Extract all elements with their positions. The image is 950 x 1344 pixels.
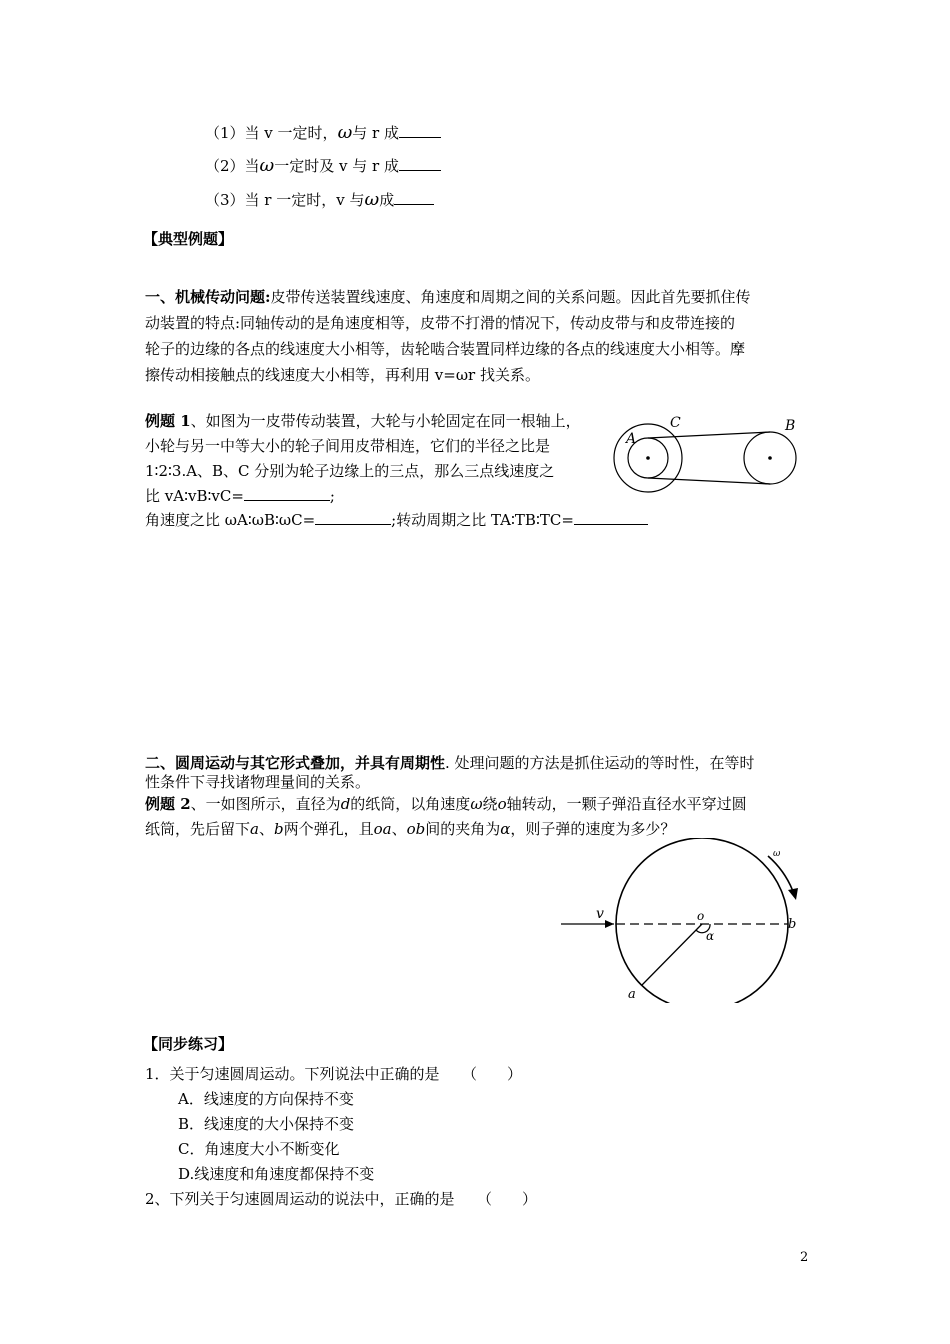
example2-label: 例题 2 <box>145 795 191 813</box>
example2-line-2: 纸筒，先后留下a、b两个弹孔，且oa、ob间的夹角为α，则子弹的速度为多少？ <box>145 820 676 838</box>
practice-option-d[interactable]: D.线速度和角速度都保持不变 <box>178 1165 375 1183</box>
alpha-symbol: α <box>500 820 511 838</box>
part2-line-2: 性条件下寻找诸物理量间的关系。 <box>145 773 371 791</box>
label-C: C <box>670 415 681 431</box>
belt-drive-figure <box>610 410 810 500</box>
label-a: a <box>628 987 636 1002</box>
answer-blank-angular[interactable] <box>315 509 391 525</box>
part1-line-4: 擦传动相接触点的线速度大小相等，再利用 v=ωr 找关系。 <box>145 366 540 384</box>
example1-line-1: 例题 1、如图为一皮带传动装置，大轮与小轮固定在同一根轴上， <box>145 412 581 430</box>
fill-question-3: （3）当 r 一定时，v 与ω成 <box>205 189 434 211</box>
part1-line-3: 轮子的边缘的各点的线速度大小相等，齿轮啮合装置同样边缘的各点的线速度大小相等。摩 <box>145 340 746 358</box>
center-dot-b <box>768 456 772 460</box>
section-heading-examples: 【典型例题】 <box>143 230 234 248</box>
center-dot-a <box>646 456 650 460</box>
arrow-head-icon <box>605 920 614 928</box>
fill-question-1: （1）当 v 一定时，ω与 r 成 <box>205 122 441 144</box>
example1-text <box>145 409 615 509</box>
part2-title: 二、圆周运动与其它形式叠加，并具有周期性 <box>145 754 446 772</box>
label-alpha: α <box>706 929 715 943</box>
part2-paragraph <box>145 754 807 792</box>
practice-question-2: 2、下列关于匀速圆周运动的说法中，正确的是 （ ） <box>145 1190 538 1208</box>
answer-blank-velocity[interactable] <box>244 485 330 501</box>
belt-top <box>648 432 770 438</box>
example1-line-5: 角速度之比 ωA∶ωB∶ωC= ;转动周期之比 TA∶TB∶TC= <box>145 509 648 531</box>
label-B: B <box>785 418 796 434</box>
section-heading-practice: 【同步练习】 <box>143 1035 234 1053</box>
example1-label: 例题 1 <box>145 412 191 430</box>
fill-question-2: （2）当ω一定时及 v 与 r 成 <box>205 155 441 177</box>
practice-option-c[interactable]: C．角速度大小不断变化 <box>178 1140 340 1158</box>
omega-symbol: ω <box>337 122 353 143</box>
answer-blank-period[interactable] <box>574 509 648 525</box>
rotation-arrow-icon <box>788 888 798 900</box>
practice-question-1: 1．关于匀速圆周运动。下列说法中正确的是 （ ） <box>145 1065 523 1083</box>
example1-line-3: 1∶2∶3.A、B、C 分别为轮子边缘上的三点，那么三点线速度之 <box>145 462 555 480</box>
part1-paragraph <box>145 284 807 388</box>
page-number: 2 <box>800 1250 809 1265</box>
example1-line-2: 小轮与另一中等大小的轮子间用皮带相连，它们的半径之比是 <box>145 437 551 455</box>
radius-oa <box>642 924 702 985</box>
example1-line-4: 比 vA∶vB∶vC= ; <box>145 487 335 505</box>
practice-option-b[interactable]: B．线速度的大小保持不变 <box>178 1115 355 1133</box>
omega-symbol: ω <box>364 189 380 210</box>
label-omega: ω <box>773 849 781 859</box>
example2-text <box>145 792 807 842</box>
omega-symbol: ω <box>470 795 483 813</box>
label-v: v <box>596 906 604 922</box>
answer-blank[interactable] <box>399 155 441 171</box>
part1-line-1: 一、机械传动问题:皮带传送装置线速度、角速度和周期之间的关系问题。因此首先要抓住传 <box>145 288 751 306</box>
practice-option-a[interactable]: A．线速度的方向保持不变 <box>178 1090 354 1108</box>
label-A: A <box>626 431 637 447</box>
paper-cylinder-figure <box>558 838 808 1003</box>
answer-blank[interactable] <box>399 122 441 138</box>
omega-symbol: ω <box>259 155 275 176</box>
belt-bottom <box>648 478 770 484</box>
part2-line-1: 二、圆周运动与其它形式叠加，并具有周期性. 处理问题的方法是抓住运动的等时性，在等时 <box>145 754 755 772</box>
answer-blank[interactable] <box>394 189 434 205</box>
example2-line-1: 例题 2、一如图所示，直径为d的纸筒，以角速度ω绕o轴转动，一颗子弹沿直径水平穿过圆 <box>145 795 747 813</box>
part1-line-2: 动装置的特点:同轴传动的是角速度相等，皮带不打滑的情况下，传动皮带与和皮带连接的 <box>145 314 736 332</box>
part1-title: 一、机械传动问题: <box>145 288 271 306</box>
label-o: o <box>697 909 705 923</box>
label-b: b <box>788 917 797 932</box>
